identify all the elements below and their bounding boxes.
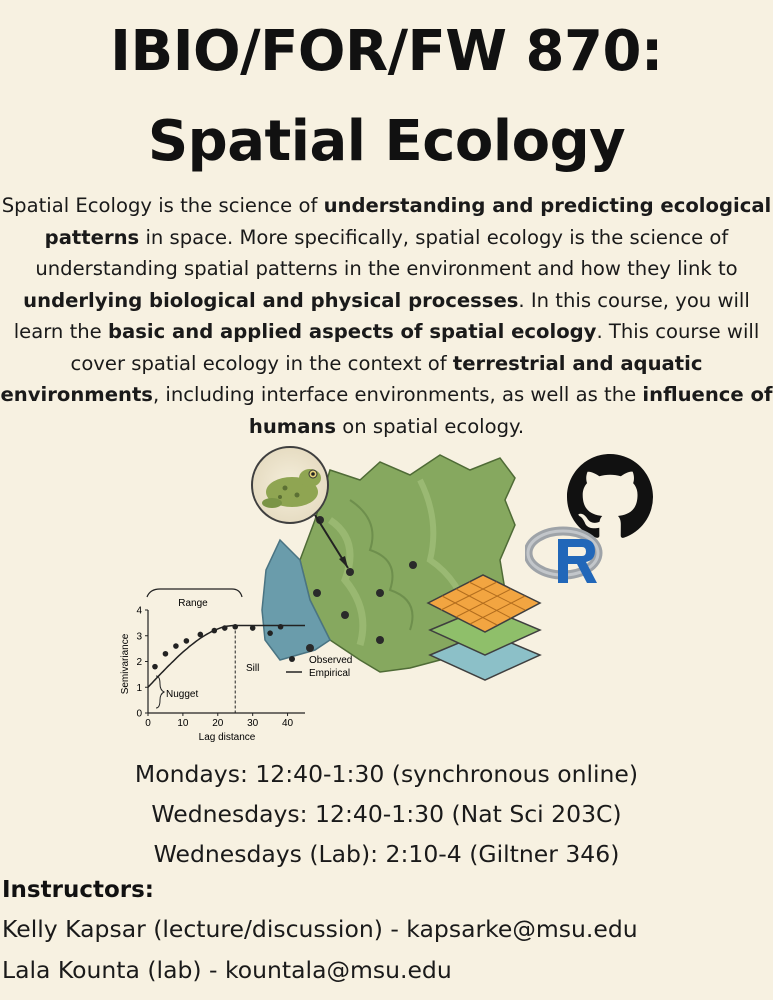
x-axis-label: Lag distance [198, 732, 256, 743]
description-text: in space. More specifically, spatial ecology is the science of understanding spatial patterns in the environment and how they link to [35, 225, 738, 280]
schedule-wednesday: Wednesdays: 12:40-1:30 (Nat Sci 203C) [151, 800, 622, 828]
observed-point [278, 624, 284, 630]
course-description [0, 190, 773, 442]
description-emphasis: underlying biological and physical processes [23, 288, 519, 312]
x-tick-label: 30 [247, 718, 259, 729]
r-logo [525, 525, 609, 587]
description-text: Spatial Ecology is the science of [1, 194, 324, 217]
empirical-curve [148, 626, 235, 688]
legend-empirical: Empirical [309, 668, 351, 679]
instructor-lecture: Kelly Kapsar (lecture/discussion) - kapsarke@msu.edu [2, 915, 638, 943]
observed-point [152, 664, 158, 670]
y-tick-label: 3 [136, 631, 142, 643]
nugget-label: Nugget [166, 689, 199, 700]
range-label: Range [178, 598, 208, 609]
legend-observed: Observed [309, 655, 353, 666]
sill-label: Sill [246, 663, 260, 674]
x-tick-label: 40 [281, 718, 294, 729]
page-title-line1: IBIO/FOR/FW 870: [110, 19, 663, 84]
description-text: , including interface environments, as well as the [152, 383, 643, 406]
x-tick-label: 20 [212, 718, 224, 729]
y-tick-label: 1 [136, 682, 142, 694]
y-tick-label: 2 [136, 657, 142, 668]
observed-point [267, 630, 273, 636]
observed-point [250, 625, 256, 631]
y-tick-label: 0 [136, 708, 142, 720]
observed-point [198, 632, 204, 638]
page-title-line2: Spatial Ecology [147, 109, 626, 174]
observed-point [163, 651, 169, 657]
description-emphasis: terrestrial and aquatic environments [0, 351, 703, 406]
description-text: on spatial ecology. [336, 414, 525, 438]
observed-point [222, 625, 228, 631]
y-tick-label: 4 [136, 605, 142, 617]
y-axis-label: Semivariance [120, 633, 131, 695]
instructors-heading: Instructors: [2, 877, 154, 903]
description-emphasis: influence of humans [248, 383, 773, 438]
instructor-lab: Lala Kounta (lab) - kountala@msu.edu [2, 956, 452, 984]
description-emphasis: basic and applied aspects of spatial ecology [107, 320, 597, 343]
description-text: . This course will cover spatial ecology in the context of [70, 320, 760, 375]
ecology-illustration [0, 440, 773, 760]
x-tick-label: 0 [145, 718, 151, 729]
schedule-wednesday-lab: Wednesdays (Lab): 2:10-4 (Giltner 346) [153, 840, 620, 868]
x-tick-label: 10 [177, 718, 189, 729]
schedule-monday: Mondays: 12:40-1:30 (synchronous online) [134, 760, 639, 788]
observed-point [211, 628, 217, 634]
observed-point [232, 624, 238, 630]
description-emphasis: understanding and predicting ecological patterns [44, 194, 772, 249]
observed-point [184, 638, 190, 644]
range-brace [147, 589, 242, 597]
observed-point [173, 643, 179, 649]
description-text: . In this course, you will learn the [13, 288, 750, 343]
